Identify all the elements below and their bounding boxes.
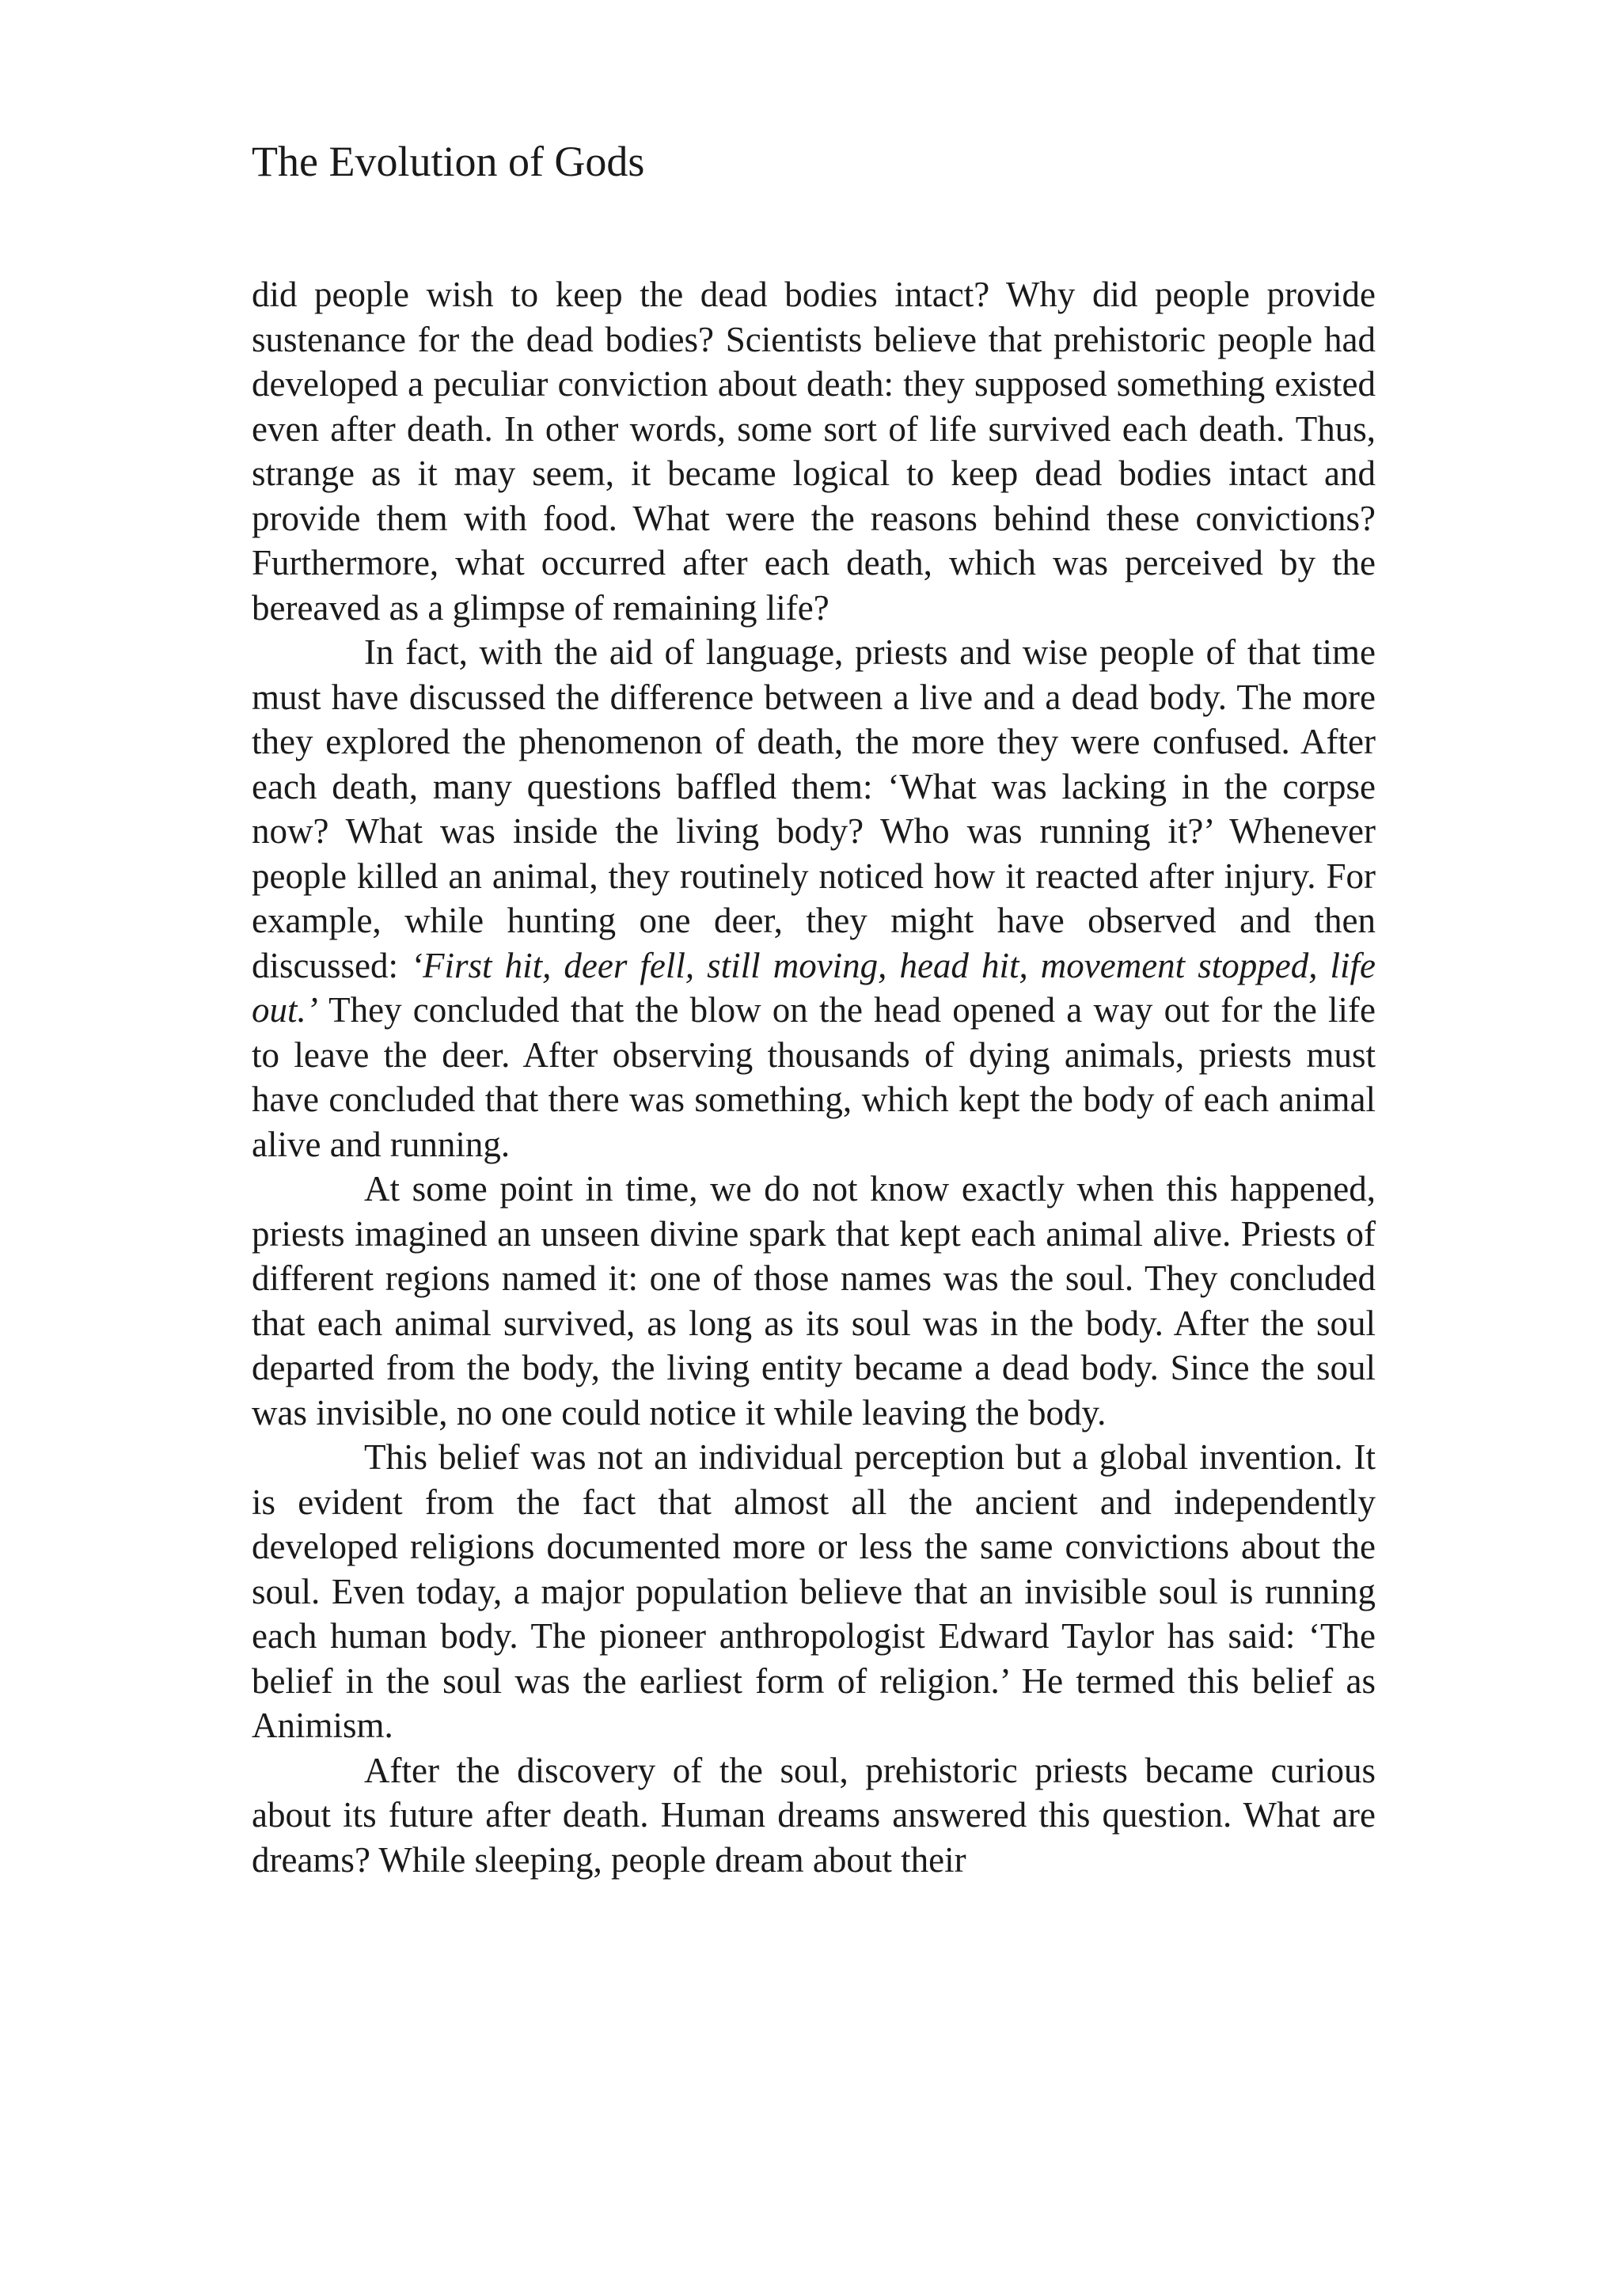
paragraph-3: At some point in time, we do not know exactly when this happened, priests imagined an unseen divine spark that kept each animal alive. Priests of different regions named it: one of those names was the soul. They concluded that each animal survived, as long as its soul was in the body. After the soul departed from the body, the living entity became a dead body. Since the soul was invisible, no one could notice it while leaving the body.: [252, 1169, 1376, 1433]
body-text: [252, 272, 1376, 1882]
paragraph-2-text-after: They concluded that the blow on the head opened a way out for the life to leave the deer. After observing thousands of dying animals, priests must have concluded that there was something, which kept the body of each animal alive and running.: [252, 990, 1376, 1164]
running-header-title: The Evolution of Gods: [252, 138, 645, 185]
paragraph-5: After the discovery of the soul, prehistoric priests became curious about its future after death. Human dreams answered this question. What are dreams? While sleeping, people dream about their: [252, 1750, 1376, 1880]
paragraph-1: did people wish to keep the dead bodies intact? Why did people provide sustenance for the dead bodies? Scientists believe that prehistoric people had developed a peculiar conviction about death: they supposed something existed even after death. In other words, some sort of life survived each death. Thus, strange as it may seem, it became logical to keep dead bodies intact and provide them with food. What were the reasons behind these convictions? Furthermore, what occurred after each death, which was perceived by the bereaved as a glimpse of remaining life?: [252, 275, 1376, 628]
paragraph-2: [252, 630, 1376, 1167]
paragraph-2-text-before: In fact, with the aid of language, priests and wise people of that time must have discussed the difference between a live and a dead body. The more they explored the phenomenon of death, the more they were confused. After each death, many questions baffled them: ‘What was lacking in the corpse now? What was inside the living body? Who was running it?’ Whenever people killed an animal, they routinely noticed how it reacted after injury. For example, while hunting one deer, they might have observed and then discussed:: [252, 632, 1376, 985]
paragraph-2-italic-quote: ‘First hit, deer fell, still moving, head hit, movement stopped, life out.’: [252, 945, 1376, 1030]
paragraph-4: This belief was not an individual perception but a global invention. It is evident from the fact that almost all the ancient and independently developed religions documented more or less the same convictions about the soul. Even today, a major population believe that an invisible soul is running each human body. The pioneer anthropologist Edward Taylor has said: ‘The belief in the soul was the earliest form of religion.’ He termed this belief as Animism.: [252, 1437, 1376, 1745]
